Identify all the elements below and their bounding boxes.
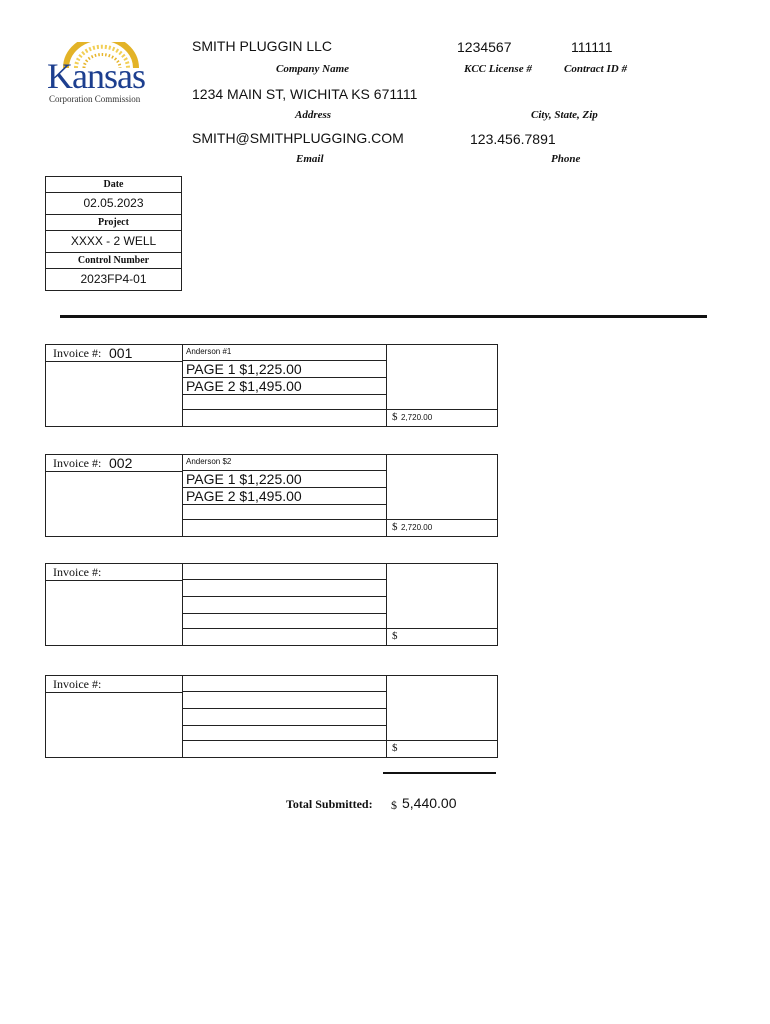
total-submitted-value: 5,440.00: [402, 795, 457, 811]
line-item: PAGE 1 $1,225.00: [186, 471, 302, 487]
address: 1234 MAIN ST, WICHITA KS 671111: [192, 86, 418, 102]
section-divider: [60, 315, 707, 318]
company-name: SMITH PLUGGIN LLC: [192, 38, 333, 54]
contract-id: 111111: [571, 39, 613, 55]
phone: 123.456.7891: [470, 131, 556, 147]
currency-symbol: $: [392, 742, 398, 754]
invoice-block: [45, 344, 498, 427]
contract-id-label: Contract ID #: [564, 63, 627, 75]
currency-symbol: $: [392, 521, 398, 533]
invoice-label: Invoice #:: [53, 565, 102, 579]
email: SMITH@SMITHPLUGGING.COM: [192, 130, 404, 146]
invoice-block: [45, 675, 498, 758]
summary-rule: [383, 772, 496, 774]
well-name: Anderson $2: [186, 457, 232, 466]
project-label: Project: [46, 215, 181, 231]
date-label: Date: [46, 177, 181, 193]
well-name: Anderson #1: [186, 347, 232, 356]
invoice-total: 2,720.00: [401, 413, 433, 422]
total-currency-symbol: $: [391, 798, 397, 812]
project-value: XXXX - 2 WELL: [46, 231, 181, 253]
invoice-block: [45, 563, 498, 646]
control-number-label: Control Number: [46, 253, 181, 269]
city-state-zip-label: City, State, Zip: [531, 109, 598, 121]
address-label: Address: [295, 109, 332, 121]
control-number-value: 2023FP4-01: [80, 272, 147, 286]
project-info-box: [45, 176, 182, 291]
invoice-block: [45, 454, 498, 537]
invoice-label: Invoice #:: [53, 346, 102, 360]
kcc-license-label: KCC License #: [464, 63, 532, 75]
logo-wordmark: Kansas: [47, 56, 145, 96]
logo-subtitle: Corporation Commission: [49, 94, 141, 104]
currency-symbol: $: [392, 630, 398, 642]
line-item: PAGE 2 $1,495.00: [186, 488, 302, 504]
invoice-label: Invoice #:: [53, 677, 102, 691]
invoice-label: Invoice #:: [53, 456, 102, 470]
company-name-label: Company Name: [276, 63, 350, 75]
phone-label: Phone: [551, 153, 581, 165]
invoice-number: 001: [109, 345, 133, 361]
total-submitted-label: Total Submitted:: [286, 797, 373, 811]
currency-symbol: $: [392, 411, 398, 423]
line-item: PAGE 1 $1,225.00: [186, 361, 302, 377]
invoice-number: 002: [109, 455, 133, 471]
date-value: 02.05.2023: [46, 193, 181, 215]
invoice-total: 2,720.00: [401, 523, 433, 532]
kcc-license: 1234567: [457, 39, 512, 55]
email-label: Email: [296, 153, 324, 165]
line-item: PAGE 2 $1,495.00: [186, 378, 302, 394]
kcc-logo: [44, 42, 144, 106]
